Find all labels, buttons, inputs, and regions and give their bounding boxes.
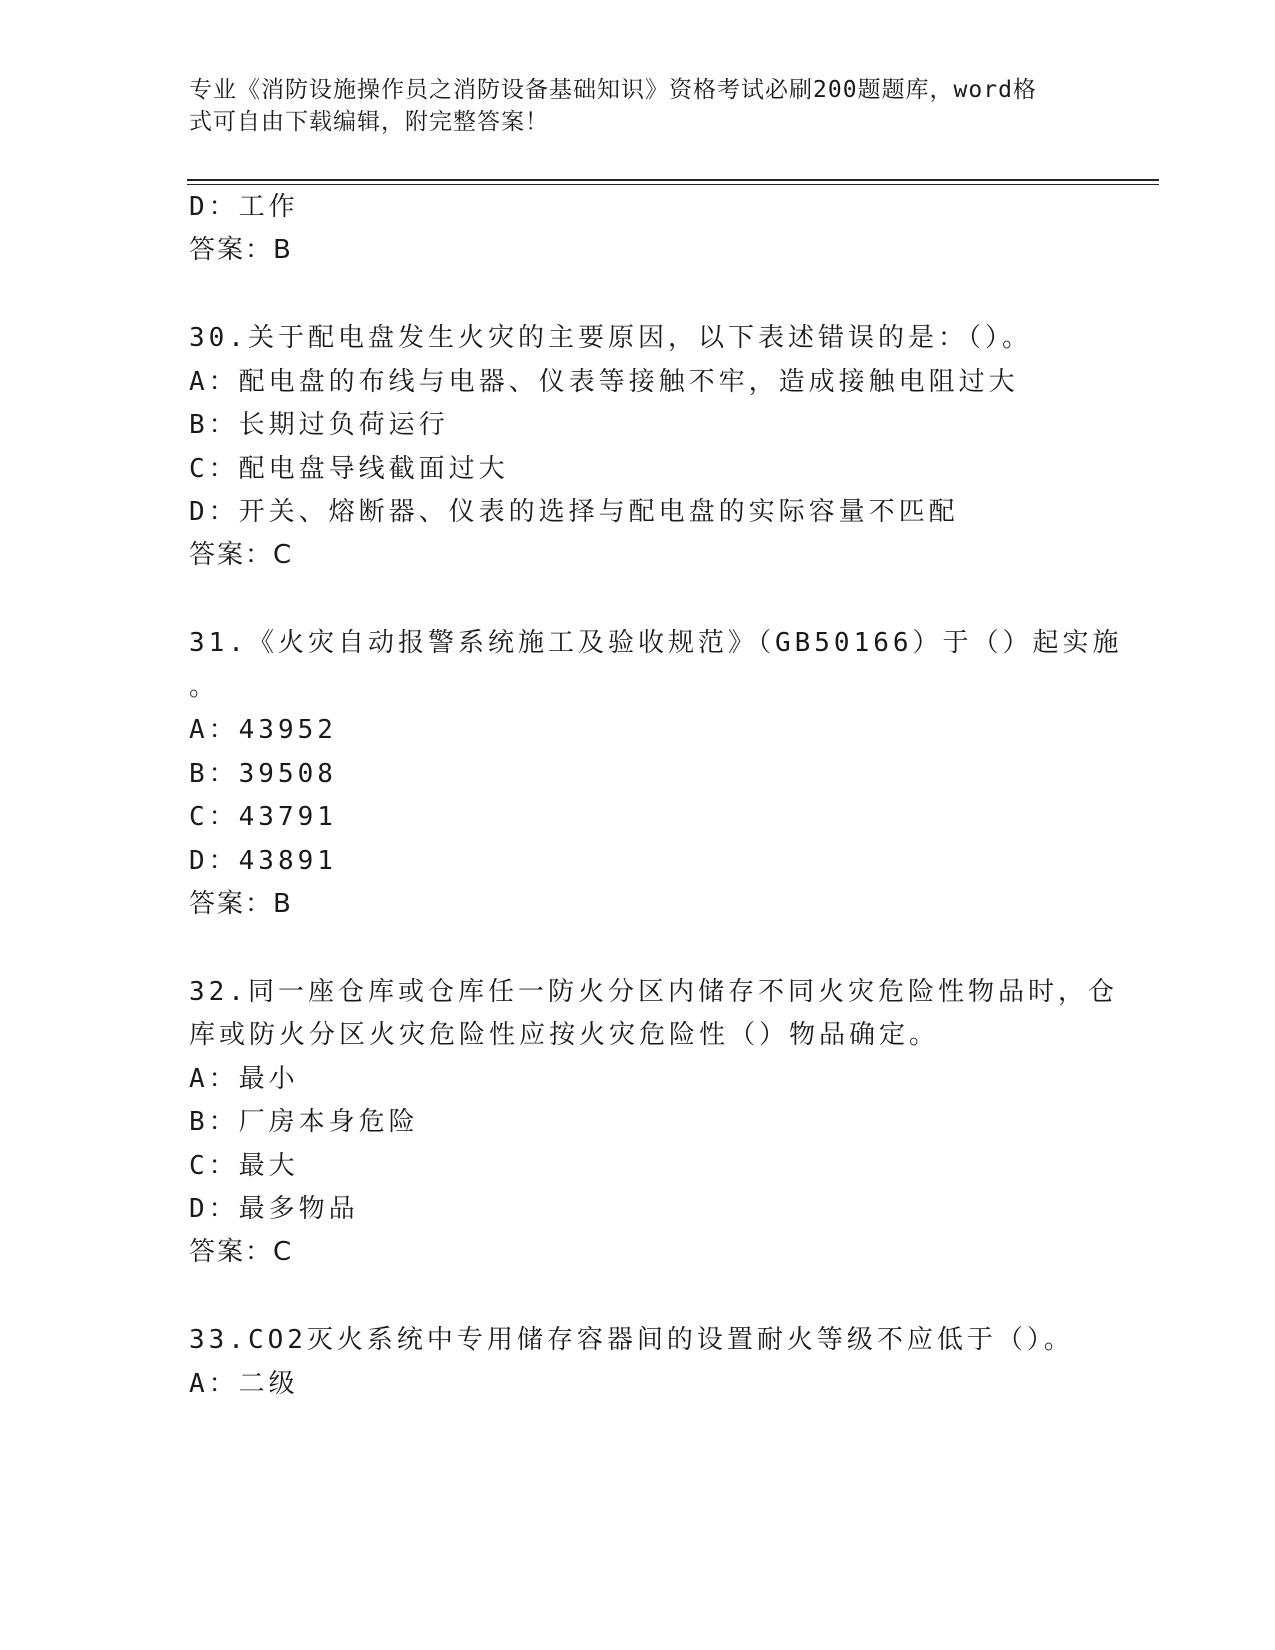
q32-question-line-2: 库或防火分区火灾危险性应按火灾危险性（）物品确定。: [189, 1020, 940, 1050]
header-line-2: 式可自由下载编辑，附完整答案！: [189, 109, 549, 135]
q31-question-line-2: 。: [189, 672, 220, 702]
q31-question-line-1: 31.《火灾自动报警系统施工及验收规范》（GB50166）于（）起实施: [189, 628, 1123, 658]
q29-option-d: D：工作: [189, 192, 299, 222]
header-line-1: 专业《消防设施操作员之消防设备基础知识》资格考试必刷200题题库，word格: [189, 77, 1037, 103]
q32-option-a: A：最小: [189, 1064, 299, 1094]
q29-answer: 答案：B: [189, 235, 293, 265]
q31-option-c: C：43791: [189, 802, 337, 832]
q30-option-b: B：长期过负荷运行: [189, 410, 449, 440]
q33-question: 33.CO2灭火系统中专用储存容器间的设置耐火等级不应低于（）。: [189, 1325, 1074, 1355]
q32-option-b: B：厂房本身危险: [189, 1107, 419, 1137]
header-divider-thin: [187, 184, 1159, 185]
q30-option-c: C：配电盘导线截面过大: [189, 454, 509, 484]
q30-option-a: A：配电盘的布线与电器、仪表等接触不牢，造成接触电阻过大: [189, 367, 1019, 397]
q31-option-d: D：43891: [189, 846, 337, 876]
q32-option-d: D：最多物品: [189, 1194, 359, 1224]
header-divider-thick: [187, 179, 1159, 181]
q32-answer: 答案：C: [189, 1237, 294, 1267]
q31-option-b: B：39508: [189, 759, 337, 789]
q31-option-a: A：43952: [189, 715, 337, 745]
q32-option-c: C：最大: [189, 1151, 299, 1181]
q32-question-line-1: 32.同一座仓库或仓库任一防火分区内储存不同火灾危险性物品时，仓: [189, 977, 1118, 1007]
q30-answer: 答案：C: [189, 540, 294, 570]
q30-question: 30.关于配电盘发生火灾的主要原因，以下表述错误的是：（）。: [189, 323, 1032, 353]
document-header: [189, 74, 1079, 138]
q33-option-a: A：二级: [189, 1369, 299, 1399]
q31-answer: 答案：B: [189, 889, 293, 919]
q30-option-d: D：开关、熔断器、仪表的选择与配电盘的实际容量不匹配: [189, 497, 959, 527]
